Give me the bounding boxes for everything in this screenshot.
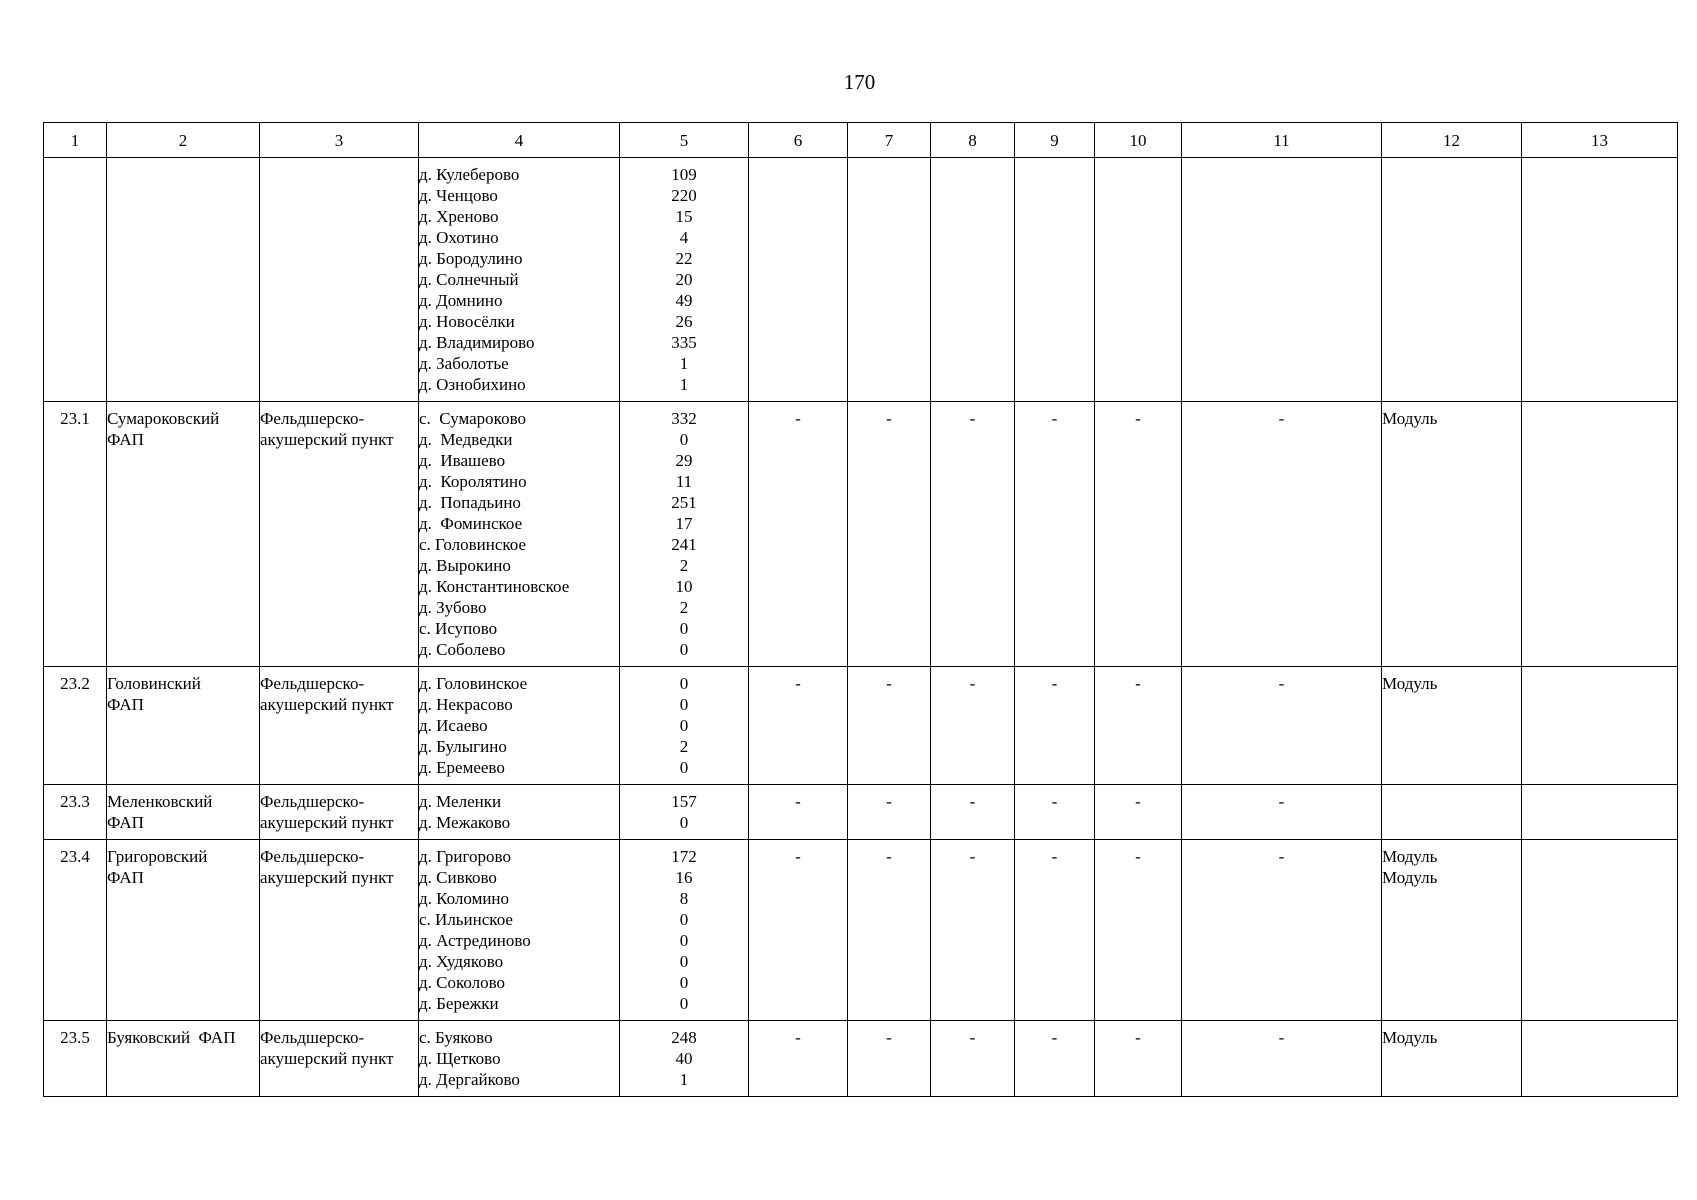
cell-c11: - [1182, 840, 1382, 1021]
row-number: 23.1 [44, 402, 107, 667]
settlement-name: д. Исаево [419, 716, 488, 735]
cell-c10: - [1095, 1021, 1182, 1097]
settlements [419, 402, 620, 667]
population-value: 0 [679, 640, 689, 659]
facility-type-line: Фельдшерско- [260, 1028, 365, 1047]
settlement-name: д. Хреново [419, 207, 499, 226]
building-type-line: Модуль [1382, 1028, 1438, 1047]
facility-type-line: Фельдшерско- [260, 847, 365, 866]
facility-type [260, 1021, 419, 1097]
cell-c10: - [1095, 840, 1182, 1021]
population-value: 15 [675, 207, 693, 226]
population-value: 0 [679, 952, 689, 971]
page-number: 170 [843, 70, 876, 94]
cell-c9 [1015, 158, 1095, 402]
facility-name-line: Сумароковский [107, 409, 220, 428]
settlement-name: д. Попадьино [419, 493, 521, 512]
row-number: 23.4 [44, 840, 107, 1021]
settlement-name: д. Ченцово [419, 186, 498, 205]
facility-name-line: Меленковский [107, 792, 213, 811]
population-value: 2 [679, 737, 689, 756]
col-header: 11 [1182, 123, 1382, 158]
facility-name [107, 785, 260, 840]
population-value: 335 [671, 333, 697, 352]
population-value: 0 [679, 619, 689, 638]
settlements [419, 667, 620, 785]
population-value: 0 [679, 716, 689, 735]
building-type [1382, 158, 1522, 402]
facility-name-line: ФАП [107, 868, 144, 887]
settlement-name: д. Булыгино [419, 737, 507, 756]
population-value: 2 [679, 598, 689, 617]
settlement-name: д. Новосёлки [419, 312, 515, 331]
population-value: 4 [679, 228, 689, 247]
col-header: 3 [260, 123, 419, 158]
population-value: 0 [679, 674, 689, 693]
facility-type [260, 402, 419, 667]
settlement-name: д. Медведки [419, 430, 513, 449]
table-row [44, 1021, 1678, 1097]
cell-c8 [931, 158, 1015, 402]
table-row [44, 785, 1678, 840]
cell-c7: - [848, 1021, 931, 1097]
col-header: 7 [848, 123, 931, 158]
building-type-line: Модуль [1382, 674, 1438, 693]
population-value: 16 [675, 868, 693, 887]
cell-c10: - [1095, 402, 1182, 667]
settlement-name: д. Фоминское [419, 514, 523, 533]
building-type [1382, 840, 1522, 1021]
cell-c9: - [1015, 1021, 1095, 1097]
population-value: 40 [675, 1049, 693, 1068]
population-value: 1 [679, 375, 689, 394]
population-value: 0 [679, 430, 689, 449]
population-value: 0 [679, 758, 689, 777]
cell-c13 [1522, 667, 1678, 785]
population-values [620, 840, 749, 1021]
population-value: 0 [679, 813, 689, 832]
settlement-name: д. Межаково [419, 813, 511, 832]
population-value: 20 [675, 270, 693, 289]
settlements [419, 158, 620, 402]
cell-c8: - [931, 402, 1015, 667]
row-number: 23.5 [44, 1021, 107, 1097]
facility-name-line: ФАП [107, 813, 144, 832]
cell-c7 [848, 158, 931, 402]
row-number [44, 158, 107, 402]
settlement-name: с. Ильинское [419, 910, 513, 929]
cell-c13 [1522, 1021, 1678, 1097]
settlement-name: д. Заболотье [419, 354, 509, 373]
population-value: 26 [675, 312, 693, 331]
settlement-name: д. Коломино [419, 889, 510, 908]
settlement-name: д. Домнино [419, 291, 503, 310]
settlement-name: д. Щетково [419, 1049, 501, 1068]
settlements [419, 785, 620, 840]
cell-c11: - [1182, 785, 1382, 840]
facility-type-line: акушерский пункт [260, 868, 394, 887]
facility-type-line: Фельдшерско- [260, 674, 365, 693]
building-type-line: Модуль [1382, 409, 1438, 428]
cell-c7: - [848, 840, 931, 1021]
settlement-name: с. Исупово [419, 619, 498, 638]
cell-c6: - [749, 1021, 848, 1097]
facility-type-line: акушерский пункт [260, 1049, 394, 1068]
building-type [1382, 402, 1522, 667]
population-value: 0 [679, 931, 689, 950]
settlement-name: д. Зубово [419, 598, 487, 617]
population-values [620, 667, 749, 785]
settlements [419, 840, 620, 1021]
settlement-name: с. Головинское [419, 535, 527, 554]
population-value: 11 [675, 472, 693, 491]
population-values [620, 158, 749, 402]
settlement-name: д. Королятино [419, 472, 527, 491]
facility-name [107, 840, 260, 1021]
settlement-name: с. Сумароково [419, 409, 526, 428]
cell-c8: - [931, 840, 1015, 1021]
building-type-line: Модуль [1382, 847, 1438, 866]
col-header: 12 [1382, 123, 1522, 158]
col-header: 1 [44, 123, 107, 158]
settlement-name: д. Астрединово [419, 931, 531, 950]
facility-type-line: акушерский пункт [260, 430, 394, 449]
facility-name [107, 667, 260, 785]
facilities-table [43, 122, 1678, 1097]
cell-c8: - [931, 667, 1015, 785]
table-row [44, 402, 1678, 667]
col-header: 8 [931, 123, 1015, 158]
cell-c6: - [749, 785, 848, 840]
population-value: 248 [671, 1028, 697, 1047]
population-value: 220 [671, 186, 697, 205]
cell-c11 [1182, 158, 1382, 402]
settlement-name: д. Сивково [419, 868, 497, 887]
settlement-name: д. Дергайково [419, 1070, 520, 1089]
cell-c10 [1095, 158, 1182, 402]
population-value: 17 [675, 514, 693, 533]
population-values [620, 1021, 749, 1097]
row-number: 23.3 [44, 785, 107, 840]
cell-c6 [749, 158, 848, 402]
cell-c8: - [931, 1021, 1015, 1097]
settlement-name: д. Еремеево [419, 758, 505, 777]
population-value: 241 [671, 535, 697, 554]
col-header: 6 [749, 123, 848, 158]
cell-c7: - [848, 402, 931, 667]
population-values [620, 402, 749, 667]
population-value: 0 [679, 910, 689, 929]
facility-name [107, 402, 260, 667]
population-value: 49 [675, 291, 693, 310]
cell-c13 [1522, 785, 1678, 840]
population-value: 29 [675, 451, 693, 470]
facility-name-line: Григоровский [107, 847, 208, 866]
cell-c9: - [1015, 840, 1095, 1021]
settlements [419, 1021, 620, 1097]
population-value: 109 [671, 165, 697, 184]
header-row [44, 123, 1678, 158]
population-value: 0 [679, 695, 689, 714]
facility-type [260, 667, 419, 785]
population-value: 172 [671, 847, 697, 866]
facility-type [260, 158, 419, 402]
settlement-name: д. Соколово [419, 973, 506, 992]
settlement-name: д. Кулеберово [419, 165, 520, 184]
population-values [620, 785, 749, 840]
cell-c9: - [1015, 402, 1095, 667]
cell-c13 [1522, 840, 1678, 1021]
settlement-name: д. Соболево [419, 640, 506, 659]
facility-type-line: акушерский пункт [260, 695, 394, 714]
cell-c11: - [1182, 667, 1382, 785]
settlement-name: д. Бережки [419, 994, 499, 1013]
cell-c6: - [749, 840, 848, 1021]
cell-c7: - [848, 785, 931, 840]
col-header: 10 [1095, 123, 1182, 158]
population-value: 0 [679, 973, 689, 992]
cell-c13 [1522, 402, 1678, 667]
settlement-name: д. Охотино [419, 228, 499, 247]
facility-name [107, 1021, 260, 1097]
cell-c8: - [931, 785, 1015, 840]
settlement-name: д. Владимирово [419, 333, 535, 352]
cell-c6: - [749, 667, 848, 785]
table-row [44, 158, 1678, 402]
settlement-name: д. Некрасово [419, 695, 513, 714]
table-row [44, 840, 1678, 1021]
settlement-name: д. Худяково [419, 952, 504, 971]
facility-name-line: Головинский [107, 674, 201, 693]
population-value: 2 [679, 556, 689, 575]
facility-type [260, 785, 419, 840]
cell-c7: - [848, 667, 931, 785]
settlement-name: д. Константиновское [419, 577, 570, 596]
population-value: 251 [671, 493, 697, 512]
col-header: 5 [620, 123, 749, 158]
settlement-name: д. Григорово [419, 847, 511, 866]
population-value: 1 [679, 354, 689, 373]
col-header: 2 [107, 123, 260, 158]
row-number: 23.2 [44, 667, 107, 785]
settlement-name: с. Буяково [419, 1028, 493, 1047]
population-value: 8 [679, 889, 689, 908]
building-type [1382, 667, 1522, 785]
col-header: 13 [1522, 123, 1678, 158]
population-value: 332 [671, 409, 697, 428]
population-value: 22 [675, 249, 693, 268]
col-header: 4 [419, 123, 620, 158]
settlement-name: д. Головинское [419, 674, 528, 693]
settlement-name: д. Бородулино [419, 249, 523, 268]
facility-type [260, 840, 419, 1021]
settlement-name: д. Ивашево [419, 451, 506, 470]
facility-name-line: ФАП [107, 430, 144, 449]
cell-c10: - [1095, 785, 1182, 840]
building-type-line: Модуль [1382, 868, 1438, 887]
population-value: 0 [679, 994, 689, 1013]
settlement-name: д. Ознобихино [419, 375, 526, 394]
cell-c13 [1522, 158, 1678, 402]
cell-c11: - [1182, 1021, 1382, 1097]
cell-c10: - [1095, 667, 1182, 785]
col-header: 9 [1015, 123, 1095, 158]
cell-c9: - [1015, 667, 1095, 785]
facility-type-line: акушерский пункт [260, 813, 394, 832]
cell-c11: - [1182, 402, 1382, 667]
facility-name-line: ФАП [107, 695, 144, 714]
population-value: 1 [679, 1070, 689, 1089]
table-row [44, 667, 1678, 785]
facility-type-line: Фельдшерско- [260, 792, 365, 811]
facility-name-line: Буяковский ФАП [107, 1028, 236, 1047]
settlement-name: д. Солнечный [419, 270, 519, 289]
population-value: 10 [675, 577, 693, 596]
cell-c9: - [1015, 785, 1095, 840]
settlement-name: д. Меленки [419, 792, 502, 811]
building-type [1382, 785, 1522, 840]
facility-type-line: Фельдшерско- [260, 409, 365, 428]
building-type [1382, 1021, 1522, 1097]
population-value: 157 [671, 792, 697, 811]
settlement-name: д. Вырокино [419, 556, 511, 575]
cell-c6: - [749, 402, 848, 667]
facility-name [107, 158, 260, 402]
